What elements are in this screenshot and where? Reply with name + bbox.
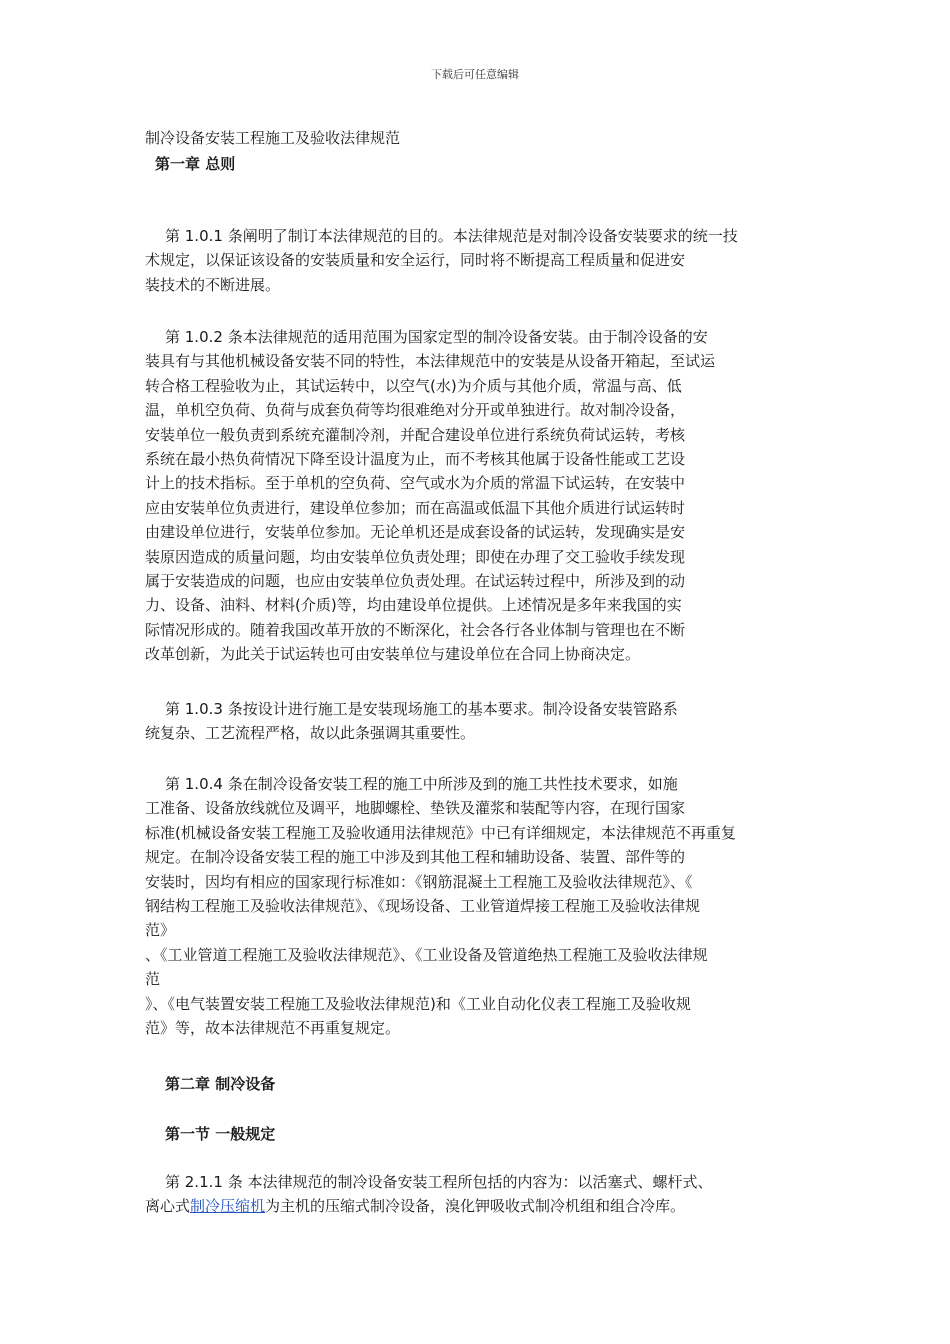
chapter-1-heading: 第一章 总则 [155,155,236,173]
paragraph-line: 标准(机械设备安装工程施工及验收通用法律规范》中已有详细规定，本法律规范不再重复 [145,823,736,842]
paragraph-line: 安装单位一般负责到系统充灌制冷剂，并配合建设单位进行系统负荷试运转，考核 [145,425,686,444]
paragraph-line: 第 1.0.2 条本法律规范的适用范围为国家定型的制冷设备安装。由于制冷设备的安 [165,328,708,346]
paragraph-line: 钢结构工程施工及验收法律规范》、《现场设备、工业管道焊接工程施工及验收法律规 [145,897,701,916]
paragraph-line: 术规定，以保证该设备的安装质量和安全运行，同时将不断提高工程质量和促进安 [145,251,686,270]
paragraph-2-1-1 [145,1170,815,1219]
paragraph-line: 第 1.0.1 条阐明了制订本法律规范的目的。本法律规范是对制冷设备安装要求的统一技 [165,227,738,245]
chapter-2-heading: 第二章 制冷设备 [165,1075,276,1093]
paragraph-line: 范》 [145,921,176,940]
page-header: 下载后可任意编辑 [431,68,519,81]
paragraph-line: 范》等，故本法律规范不再重复规定。 [145,1019,401,1038]
paragraph-line: 转合格工程验收为止，其试运转中，以空气(水)为介质与其他介质，常温与高、低 [145,376,682,395]
paragraph-line: 》、《电气装置安装工程施工及验收法律规范)和《工业自动化仪表工程施工及验收规 [145,994,691,1013]
paragraph-line: 改革创新，为此关于试运转也可由安装单位与建设单位在合同上协商决定。 [145,645,641,664]
paragraph-line: 第 1.0.4 条在制冷设备安装工程的施工中所涉及到的施工共性技术要求，如施 [165,775,678,793]
refrigeration-compressor-link[interactable]: 制冷压缩机 [190,1197,266,1216]
paragraph-1-0-4 [145,772,815,1040]
paragraph-line: 装技术的不断进展。 [145,275,281,294]
paragraph-line: 工准备、设备放线就位及调平，地脚螺栓、垫铁及灌浆和装配等内容，在现行国家 [145,799,686,818]
paragraph-line: 统复杂、工艺流程严格，故以此条强调其重要性。 [145,724,476,743]
paragraph-line: 安装时，因均有相应的国家现行标准如：《钢筋混凝土工程施工及验收法律规范》、《 [145,872,693,891]
paragraph-1-0-1 [145,224,815,297]
text-run: 为主机的压缩式制冷设备，溴化钾吸收式制冷机组和组合冷库。 [265,1197,686,1216]
paragraph-line: 由建设单位进行，安装单位参加。无论单机还是成套设备的试运转，发现确实是安 [145,523,686,542]
paragraph-line: 第 1.0.3 条按设计进行施工是安装现场施工的基本要求。制冷设备安装管路系 [165,700,678,718]
paragraph-line: 装具有与其他机械设备安装不同的特性，本法律规范中的安装是从设备开箱起，至试运 [145,352,716,371]
section-1-heading: 第一节 一般规定 [165,1125,276,1143]
paragraph-line: 属于安装造成的问题，也应由安装单位负责处理。在试运转过程中，所涉及到的动 [145,572,686,591]
document-title: 制冷设备安装工程施工及验收法律规范 [145,129,401,147]
paragraph-line: 计上的技术指标。至于单机的空负荷、空气或水为介质的常温下试运转，在安装中 [145,474,686,493]
paragraph-line: 应由安装单位负责进行，建设单位参加；而在高温或低温下其他介质进行试运转时 [145,498,686,517]
paragraph-line: 力、设备、油料、材料(介质)等，均由建设单位提供。上述情况是多年来我国的实 [145,596,682,615]
paragraph-line: 装原因造成的质量问题，均由安装单位负责处理；即使在办理了交工验收手续发现 [145,547,686,566]
paragraph-line: 际情况形成的。随着我国改革开放的不断深化，社会各行各业体制与管理也在不断 [145,620,686,639]
paragraph-1-0-2 [145,325,815,667]
paragraph-line: 第 2.1.1 条 本法律规范的制冷设备安装工程所包括的内容为：以活塞式、螺杆式、 [165,1173,713,1191]
paragraph-line: 系统在最小热负荷情况下降至设计温度为止，而不考核其他属于设备性能或工艺设 [145,450,686,469]
paragraph-line: 规定。在制冷设备安装工程的施工中涉及到其他工程和辅助设备、装置、部件等的 [145,848,686,867]
paragraph-line: 范 [145,970,161,989]
paragraph-line: 温，单机空负荷、负荷与成套负荷等均很难绝对分开或单独进行。故对制冷设备， [145,401,686,420]
text-run: 离心式 [145,1197,191,1216]
paragraph-1-0-3 [145,697,815,746]
paragraph-line: 、《工业管道工程施工及验收法律规范》、《工业设备及管道绝热工程施工及验收法律规 [145,945,708,964]
paragraph-line [145,1194,815,1218]
